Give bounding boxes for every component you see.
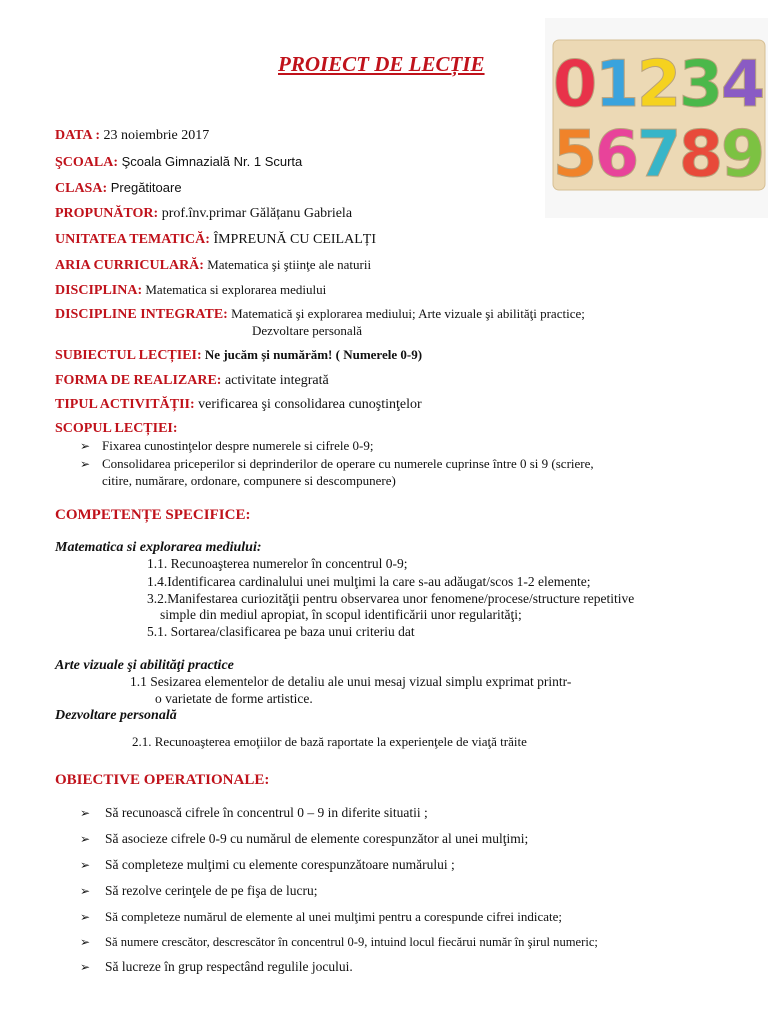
section-scopul: SCOPUL LECȚIEI: (55, 421, 178, 436)
puzzle-digit-4: 4 (720, 48, 766, 122)
subsection-dezvoltare: Dezvoltare personală (55, 708, 177, 723)
field-disciplina: DISCIPLINA: Matematica si explorarea mediului (55, 282, 327, 298)
arrow-bullet-icon: ➢ (80, 910, 91, 924)
field-aria: ARIA CURRICULARĂ: Matematica şi ştiinţe ale naturii (55, 257, 372, 273)
list-item: ➢ Consolidarea priceperilor si deprinderilor de operare cu numerele cuprinse între 0 si 9 (scriere, (80, 456, 594, 471)
arrow-bullet-icon: ➢ (80, 457, 91, 471)
arrow-bullet-icon: ➢ (80, 439, 91, 453)
page-title: PROIECT DE LECȚIE (278, 52, 485, 76)
section-obiective: OBIECTIVE OPERATIONALE: (55, 772, 270, 788)
field-unitatea: UNITATEA TEMATICĂ: ÎMPREUNĂ CU CEILALȚI (55, 232, 376, 247)
field-integrate: DISCIPLINE INTEGRATE: Matematică şi explorarea mediului; Arte vizuale şi abilităţi practice; (55, 306, 585, 322)
puzzle-digit-6: 6 (594, 118, 640, 192)
competence-item: 1.4.Identificarea cardinalului unei mulţimi la care s-au adăugat/scos 1-2 elemente; (147, 574, 591, 589)
objective-item: ➢ Să rezolve cerinţele de pe fişa de lucru; (80, 883, 318, 898)
puzzle-digit-1: 1 (594, 48, 640, 122)
arrow-bullet-icon: ➢ (80, 960, 91, 974)
arrow-bullet-icon: ➢ (80, 832, 91, 846)
arrow-bullet-icon: ➢ (80, 884, 91, 898)
list-item-continuation: citire, numărare, ordonare, compunere si descompunere) (102, 473, 396, 488)
puzzle-digit-8: 8 (678, 118, 724, 192)
field-subiect: SUBIECTUL LECȚIEI: Ne jucăm și numărăm! ( Numerele 0-9) (55, 347, 423, 363)
field-propunator: PROPUNĂTOR: prof.înv.primar Gălățanu Gabriela (55, 206, 353, 221)
competence-item: 3.2.Manifestarea curiozităţii pentru observarea unor fenomene/procese/structure repetitive (147, 591, 635, 606)
puzzle-digit-3: 3 (678, 48, 724, 122)
subsection-mate: Matematica si explorarea mediului: (55, 540, 262, 555)
competence-item: 1.1 Sesizarea elementelor de detaliu ale unui mesaj vizual simplu exprimat printr- (130, 674, 572, 689)
puzzle-digit-0: 0 (552, 48, 598, 122)
puzzle-digit-9: 9 (720, 118, 766, 192)
competence-item-continuation: o varietate de forme artistice. (155, 691, 313, 706)
objective-item: ➢ Să recunoască cifrele în concentrul 0 – 9 in diferite situatii ; (80, 805, 428, 820)
field-scoala: ŞCOALA: Şcoala Gimnazială Nr. 1 Scurta (55, 154, 303, 170)
puzzle-digit-7: 7 (636, 118, 682, 192)
competence-item: 5.1. Sortarea/clasificarea pe baza unui criteriu dat (147, 624, 415, 639)
objective-item: ➢ Să numere crescător, descrescător în concentrul 0-9, intuind locul fiecărui număr în şirul numeric; (80, 935, 598, 949)
subsection-arte: Arte vizuale şi abilităţi practice (55, 658, 234, 673)
competence-item: 1.1. Recunoaşterea numerelor în concentrul 0-9; (147, 556, 408, 571)
arrow-bullet-icon: ➢ (80, 858, 91, 872)
arrow-bullet-icon: ➢ (80, 806, 91, 820)
field-tipul: TIPUL ACTIVITĂȚII: verificarea şi consolidarea cunoştinţelor (55, 397, 422, 412)
puzzle-digit-5: 5 (552, 118, 598, 192)
field-integrate-line2: Dezvoltare personală (252, 323, 363, 338)
competence-item: 2.1. Recunoaşterea emoţiilor de bază raportate la experienţele de viaţă trăite (132, 734, 527, 749)
number-puzzle-image (545, 18, 768, 218)
objective-item: ➢ Să asocieze cifrele 0-9 cu numărul de elemente corespunzător al unei mulţimi; (80, 831, 529, 846)
section-competente: COMPETENȚE SPECIFICE: (55, 507, 251, 523)
objective-item: ➢ Să completeze numărul de elemente al unei mulţimi pentru a corespunde cifrei indicate; (80, 909, 562, 924)
competence-item-continuation: simple din mediul apropiat, în scopul identificării unor regularităţi; (160, 607, 522, 622)
objective-item: ➢ Să completeze mulţimi cu elemente corespunzătoare numărului ; (80, 857, 455, 872)
objective-item: ➢ Să lucreze în grup respectând regulile jocului. (80, 959, 353, 974)
field-clasa: CLASA: Pregătitoare (55, 180, 182, 196)
list-item: ➢ Fixarea cunostinţelor despre numerele si cifrele 0-9; (80, 438, 374, 453)
field-data: DATA : 23 noiembrie 2017 (55, 128, 210, 143)
field-forma: FORMA DE REALIZARE: activitate integrată (55, 373, 329, 388)
puzzle-digit-2: 2 (636, 48, 682, 122)
arrow-bullet-icon: ➢ (80, 935, 91, 949)
